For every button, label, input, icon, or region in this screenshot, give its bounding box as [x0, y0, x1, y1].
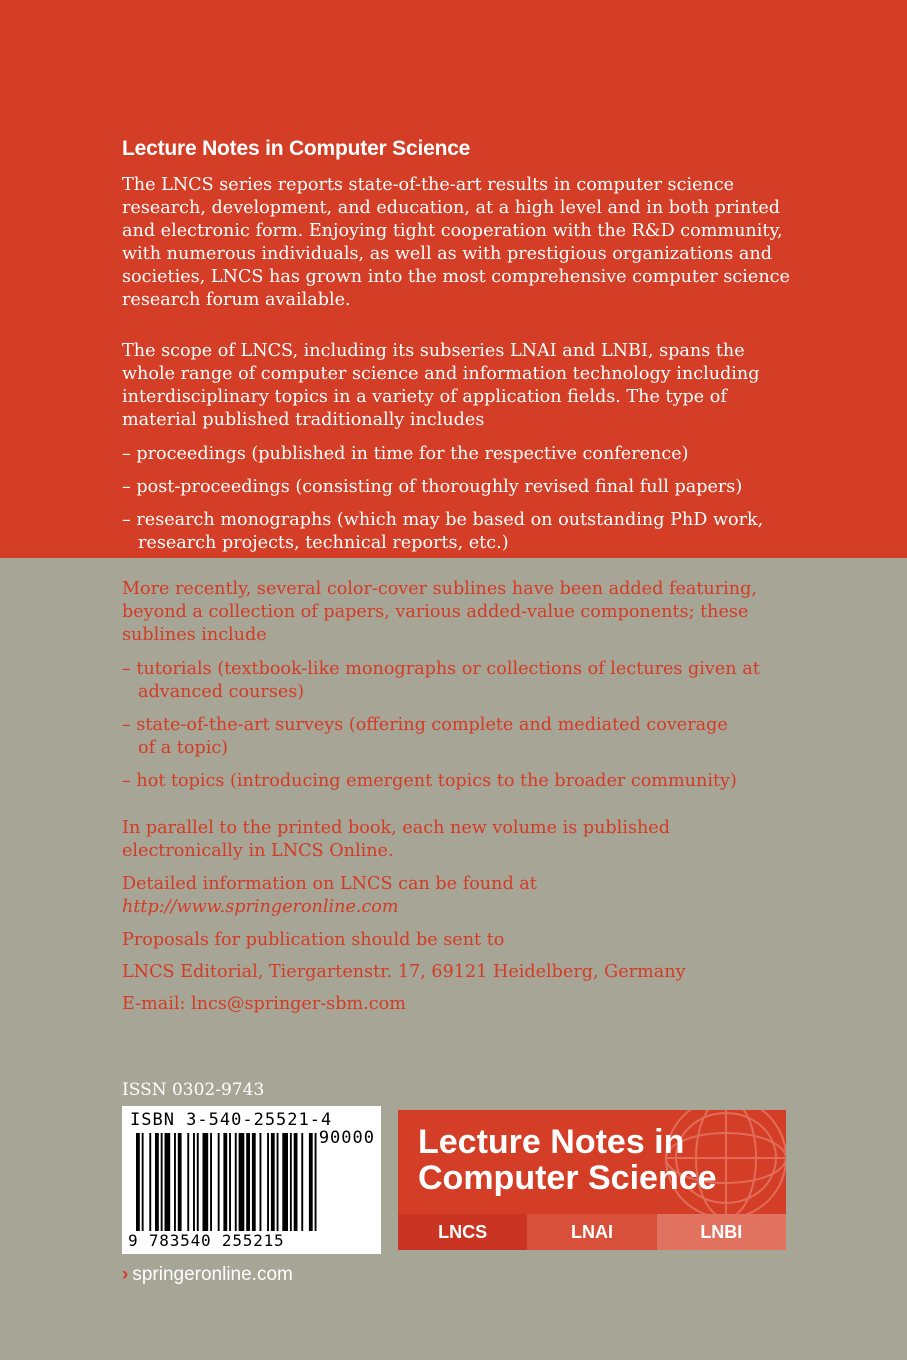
list-item	[122, 714, 728, 760]
barcode-bar	[149, 1133, 151, 1231]
barcode-bar	[277, 1133, 279, 1231]
barcode-bar	[223, 1133, 227, 1231]
text-line: research projects, technical reports, etc.)	[138, 533, 509, 553]
barcode-bar	[197, 1133, 199, 1231]
isbn-barcode	[122, 1106, 381, 1254]
info-url[interactable]: http://www.springeronline.com	[122, 897, 399, 917]
text-line: material published traditionally includes	[122, 410, 485, 430]
text-line: In parallel to the printed book, each new volume is published	[122, 818, 670, 838]
text-line: of a topic)	[138, 738, 229, 758]
subseries-lncs: LNCS	[398, 1214, 527, 1250]
barcode-bar	[178, 1133, 182, 1231]
barcode-bar	[136, 1133, 140, 1231]
text-line: interdisciplinary topics in a variety of application fields. The type of	[122, 387, 727, 407]
barcode-bar	[294, 1133, 298, 1231]
logo-title	[418, 1124, 717, 1196]
text-line: More recently, several color-cover sublines have been added featuring,	[122, 579, 757, 599]
list-item	[122, 770, 737, 793]
list-item	[122, 658, 760, 704]
text-line: – research monographs (which may be based on outstanding PhD work,	[122, 510, 764, 530]
barcode-bar	[142, 1133, 144, 1231]
text-line: advanced courses)	[138, 682, 305, 702]
barcode-bar	[290, 1133, 292, 1231]
text-line: – post-proceedings (consisting of thoroughly revised final full papers)	[122, 477, 743, 497]
text-line: with numerous individuals, as well as with prestigious organizations and	[122, 244, 772, 264]
barcode-bar	[203, 1133, 209, 1231]
barcode-bar	[301, 1133, 303, 1231]
barcode-bar	[315, 1133, 317, 1231]
text-line: beyond a collection of papers, various added-value components; these	[122, 602, 749, 622]
barcode-bar	[246, 1133, 250, 1231]
barcode-bar	[193, 1133, 195, 1231]
barcode-bar	[235, 1133, 237, 1231]
barcode-bar	[260, 1133, 262, 1231]
text-line: research forum available.	[122, 290, 351, 310]
text-line: societies, LNCS has grown into the most comprehensive computer science	[122, 267, 790, 287]
barcode-bar	[309, 1133, 313, 1231]
logo-title-line: Computer Science	[418, 1159, 717, 1197]
logo-title-line: Lecture Notes in	[418, 1123, 685, 1161]
isbn-text: ISBN 3-540-25521-4	[130, 1110, 333, 1130]
text-line: – hot topics (introducing emergent topics to the broader community)	[122, 771, 737, 791]
barcode-bar	[174, 1133, 176, 1231]
subseries-lnbi: LNBI	[657, 1214, 786, 1250]
series-description	[122, 174, 790, 312]
contact-email[interactable]: E-mail: lncs@springer-sbm.com	[122, 994, 406, 1014]
barcode-bars	[136, 1133, 368, 1231]
info-line: Detailed information on LNCS can be found at	[122, 874, 537, 894]
series-heading: Lecture Notes in Computer Science	[122, 137, 471, 160]
list-item	[122, 443, 689, 466]
barcode-bar	[252, 1133, 256, 1231]
ean-digits: 9 783540 255215	[128, 1231, 285, 1250]
barcode-bar	[161, 1133, 163, 1231]
proposals-line: Proposals for publication should be sent to	[122, 930, 505, 950]
barcode-bar	[271, 1133, 275, 1231]
text-line: and electronic form. Enjoying tight cooperation with the R&D community,	[122, 221, 783, 241]
chevron-right-icon: ›	[122, 1264, 129, 1285]
barcode-bar	[229, 1133, 231, 1231]
subseries-band	[398, 1214, 786, 1250]
price-code: 90000	[318, 1128, 375, 1148]
text-line: sublines include	[122, 625, 267, 645]
publisher-link[interactable]	[122, 1264, 293, 1286]
text-line: – tutorials (textbook-like monographs or collections of lectures given at	[122, 659, 760, 679]
text-line: The scope of LNCS, including its subseries LNAI and LNBI, spans the	[122, 341, 745, 361]
barcode-bar	[155, 1133, 159, 1231]
list-item	[122, 509, 763, 555]
barcode-bar	[218, 1133, 220, 1231]
sublines-paragraph	[122, 578, 757, 647]
text-line: – proceedings (published in time for the respective conference)	[122, 444, 689, 464]
online-paragraph	[122, 817, 670, 863]
text-line: whole range of computer science and information technology including	[122, 364, 760, 384]
text-line: – state-of-the-art surveys (offering complete and mediated coverage	[122, 715, 728, 735]
publisher-site: springeronline.com	[132, 1264, 293, 1285]
series-logo	[398, 1110, 786, 1250]
list-item	[122, 476, 742, 499]
issn-number: ISSN 0302-9743	[122, 1080, 265, 1100]
text-line: The LNCS series reports state-of-the-art results in computer science	[122, 175, 735, 195]
text-line: electronically in LNCS Online.	[122, 841, 394, 861]
barcode-bar	[210, 1133, 212, 1231]
barcode-bar	[165, 1133, 171, 1231]
text-line: research, development, and education, at a high level and in both printed	[122, 198, 780, 218]
subseries-lnai: LNAI	[527, 1214, 656, 1250]
scope-paragraph	[122, 340, 760, 432]
barcode-bar	[267, 1133, 269, 1231]
editorial-address: LNCS Editorial, Tiergartenstr. 17, 69121 Heidelberg, Germany	[122, 962, 686, 982]
barcode-bar	[239, 1133, 245, 1231]
barcode-bar	[187, 1133, 189, 1231]
info-block	[122, 873, 537, 919]
barcode-bar	[282, 1133, 288, 1231]
